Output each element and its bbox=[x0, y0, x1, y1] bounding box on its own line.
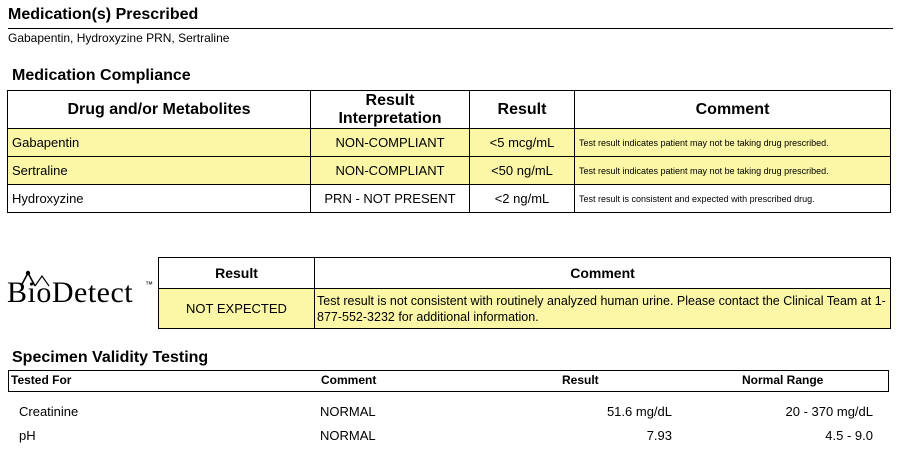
table-row bbox=[8, 426, 887, 446]
result-interpretation: NON-COMPLIANT bbox=[311, 129, 470, 157]
table-row bbox=[8, 185, 891, 213]
prescribed-divider bbox=[8, 28, 893, 29]
svt-comment: NORMAL bbox=[320, 428, 376, 443]
biodetect-logo bbox=[6, 268, 156, 314]
validity-result-value: NOT EXPECTED bbox=[159, 289, 315, 329]
compliance-header-row bbox=[8, 91, 891, 129]
col-comment-header: Comment bbox=[575, 91, 891, 129]
svt-col-tested-for: Tested For bbox=[11, 373, 72, 387]
table-row bbox=[8, 402, 887, 422]
validity-comment-header: Comment bbox=[315, 258, 891, 289]
svt-test-name: Creatinine bbox=[19, 404, 79, 419]
logo-trademark: ™ bbox=[145, 280, 153, 289]
drug-name: Hydroxyzine bbox=[8, 185, 311, 213]
svt-result: 51.6 mg/dL bbox=[606, 404, 672, 419]
drug-name: Gabapentin bbox=[8, 129, 311, 157]
result-value: <50 ng/mL bbox=[470, 157, 575, 185]
prescribed-title: Medication(s) Prescribed bbox=[8, 6, 199, 23]
svt-test-name: pH bbox=[19, 428, 36, 443]
table-row bbox=[8, 129, 891, 157]
validity-result-header: Result bbox=[159, 258, 315, 289]
validity-row bbox=[159, 289, 891, 329]
col-result-header: Result bbox=[470, 91, 575, 129]
svt-normal-range: 20 - 370 mg/dL bbox=[785, 404, 873, 419]
validity-result-table bbox=[158, 257, 891, 329]
validity-comment: Test result is not consistent with routinely analyzed human urine. Please contact the Clinical Team at 1-877-552-3232 for additional information. bbox=[315, 289, 891, 329]
result-comment: Test result is consistent and expected with prescribed drug. bbox=[575, 185, 891, 213]
validity-header-row bbox=[159, 258, 891, 289]
result-interpretation: PRN - NOT PRESENT bbox=[311, 185, 470, 213]
prescribed-list: Gabapentin, Hydroxyzine PRN, Sertraline bbox=[8, 31, 230, 45]
logo-text: BioDetect bbox=[7, 276, 134, 309]
col-drug-header: Drug and/or Metabolites bbox=[8, 91, 311, 129]
svt-col-normal-range: Normal Range bbox=[742, 373, 824, 387]
result-value: <5 mcg/mL bbox=[470, 129, 575, 157]
result-comment: Test result indicates patient may not be taking drug prescribed. bbox=[575, 129, 891, 157]
compliance-table bbox=[7, 90, 891, 213]
svt-comment: NORMAL bbox=[320, 404, 376, 419]
table-row bbox=[8, 157, 891, 185]
col-interpretation-header bbox=[311, 91, 470, 129]
col-interpretation-label: Result Interpretation bbox=[338, 91, 442, 127]
svt-result: 7.93 bbox=[646, 428, 672, 443]
svt-header-row bbox=[8, 370, 889, 392]
svt-normal-range: 4.5 - 9.0 bbox=[825, 428, 873, 443]
compliance-title: Medication Compliance bbox=[12, 67, 191, 84]
result-value: <2 ng/mL bbox=[470, 185, 575, 213]
drug-name: Sertraline bbox=[8, 157, 311, 185]
result-interpretation: NON-COMPLIANT bbox=[311, 157, 470, 185]
result-comment: Test result indicates patient may not be taking drug prescribed. bbox=[575, 157, 891, 185]
svt-col-comment: Comment bbox=[321, 373, 377, 387]
svt-title: Specimen Validity Testing bbox=[12, 349, 209, 366]
svt-col-result: Result bbox=[562, 373, 599, 387]
